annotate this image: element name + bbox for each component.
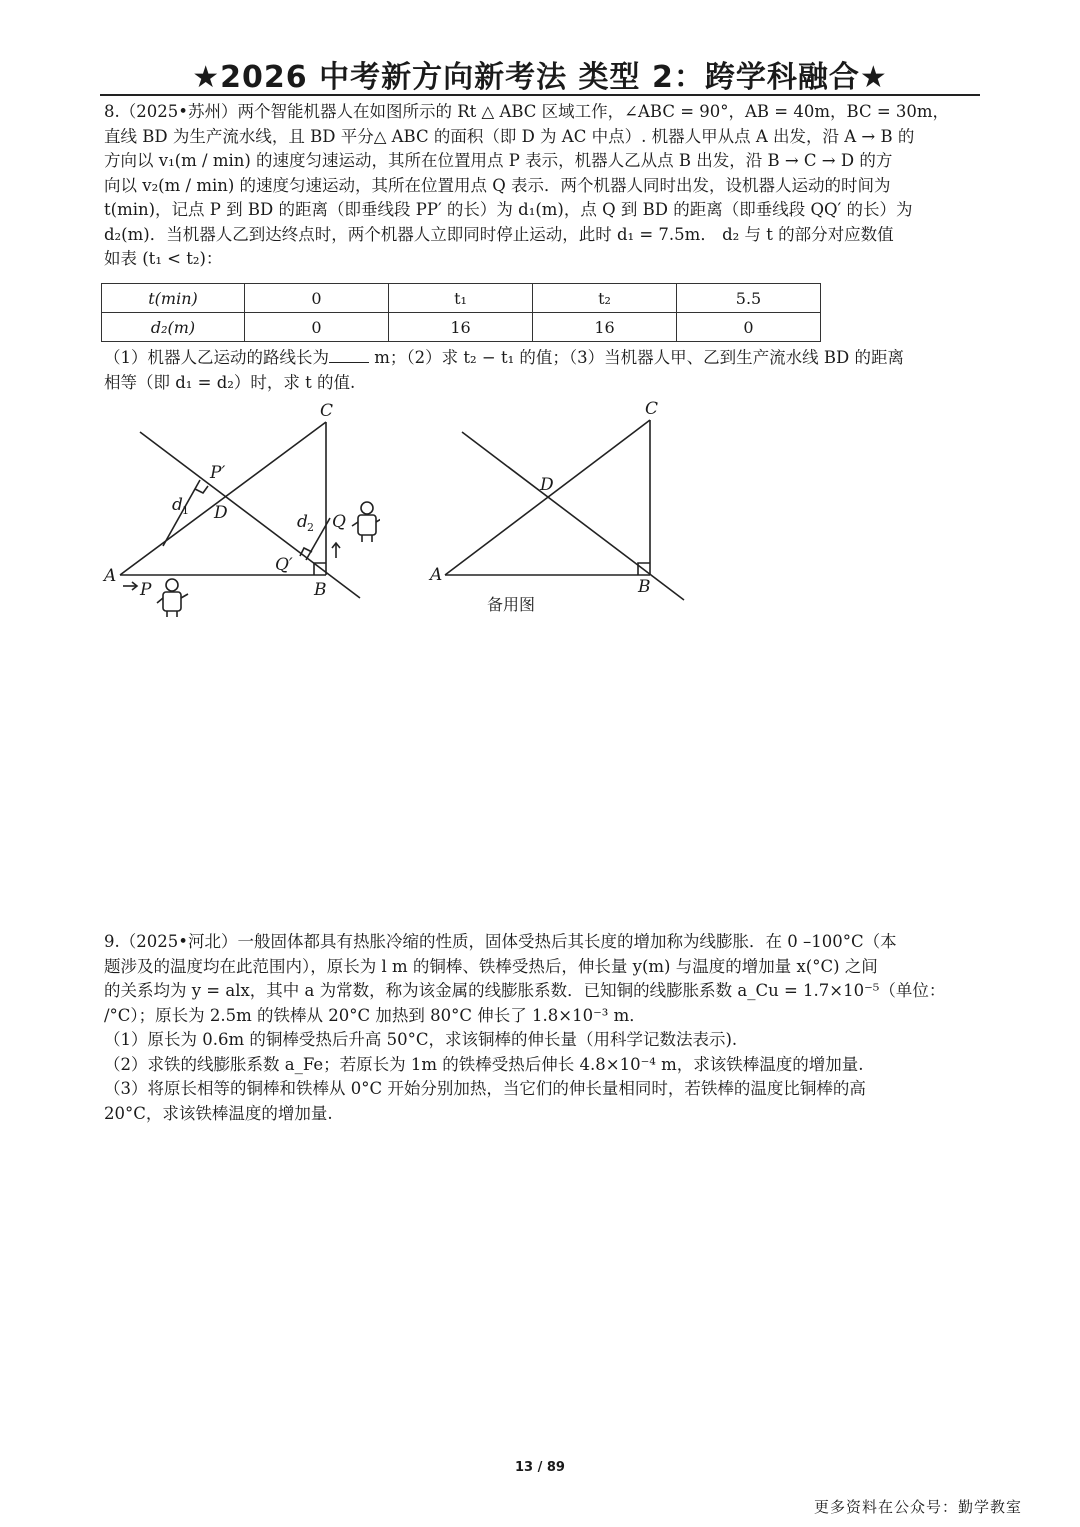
spare-figure-caption: 备用图 [487, 595, 536, 614]
q8-question-part: （1）机器人乙运动的路线长为 [104, 348, 329, 367]
question-8-text [104, 100, 980, 272]
q8-main-figure [100, 398, 380, 623]
table-row [102, 284, 821, 313]
q9-line: 题涉及的温度均在此范围内），原长为 l m 的铜棒、铁棒受热后，伸长量 y(m) 与温度的增加量 x(°C) 之间 [104, 956, 878, 976]
q8-spare-figure [425, 395, 695, 620]
q9-line: 20°C，求该铁棒温度的增加量. [104, 1103, 333, 1123]
table-cell: t₁ [389, 284, 533, 313]
table-cell: t₂ [533, 284, 677, 313]
table-cell: t(min) [102, 284, 245, 313]
q8-line: 8.（2025•苏州）两个智能机器人在如图所示的 Rt △ ABC 区域工作，∠ABC = 90°，AB = 40m，BC = 30m， [104, 102, 950, 121]
table-cell: 0 [677, 313, 821, 342]
label-c: C [645, 399, 659, 419]
page-number: 13 / 89 [515, 1460, 565, 1475]
table-row [102, 313, 821, 342]
q8-question-line [104, 346, 980, 371]
question-9-text [104, 930, 980, 1126]
q8-line: 直线 BD 为生产流水线，且 BD 平分△ ABC 的面积（即 D 为 AC 中点）. 机器人甲从点 A 出发，沿 A → B 的 [104, 126, 915, 146]
q9-line: 9.（2025•河北）一般固体都具有热胀冷缩的性质，固体受热后其长度的增加称为线膨胀．在 0 –100°C（本 [104, 932, 897, 951]
label-a: A [104, 566, 117, 586]
title-divider [100, 94, 980, 96]
robot-q-icon [352, 502, 380, 542]
table-cell: 0 [245, 284, 389, 313]
table-cell: d₂(m) [102, 313, 245, 342]
q8-value-table [101, 283, 821, 342]
robot-p-icon [157, 579, 188, 617]
q9-line: （3）将原长相等的铜棒和铁棒从 0°C 开始分别加热，当它们的伸长量相同时，若铁棒的温度比铜棒的高 [104, 1079, 866, 1098]
label-p: P [140, 580, 152, 600]
label-d: D [540, 475, 554, 495]
q8-line: 向以 v₂(m / min) 的速度匀速运动，其所在位置用点 Q 表示．两个机器人同时出发，设机器人运动的时间为 [104, 175, 891, 195]
footer-note: 更多资料在公众号：勤学教室 [813, 1498, 1022, 1516]
label-a: A [430, 565, 443, 585]
label-b: B [638, 577, 651, 597]
q9-line: /°C）；原长为 2.5m 的铁棒从 20°C 加热到 80°C 伸长了 1.8×10⁻³ m． [104, 1005, 646, 1025]
q8-line: t(min)，记点 P 到 BD 的距离（即垂线段 PP′ 的长）为 d₁(m)，点 Q 到 BD 的距离（即垂线段 QQ′ 的长）为 [104, 200, 913, 219]
q8-questions [104, 346, 980, 395]
label-d2: d [297, 512, 308, 532]
q9-line: （2）求铁的线膨胀系数 a_Fe；若原长为 1m 的铁棒受热后伸长 4.8×10⁻⁴ m，求该铁棒温度的增加量. [104, 1054, 864, 1074]
label-d: D [214, 503, 228, 523]
label-d1-sub: 1 [182, 504, 189, 517]
label-q: Q [332, 512, 346, 532]
label-c: C [320, 401, 334, 421]
q9-line: （1）原长为 0.6m 的铜棒受热后升高 50°C，求该铜棒的伸长量（用科学记数法表示). [104, 1030, 738, 1049]
label-b: B [314, 580, 327, 600]
label-d2-sub: 2 [307, 521, 314, 534]
page-title: ★2026 中考新方向新考法 类型 2：跨学科融合★ [192, 60, 888, 95]
table-cell: 16 [389, 313, 533, 342]
label-p-prime: P′ [210, 463, 226, 483]
table-cell: 16 [533, 313, 677, 342]
label-q-prime: Q′ [275, 555, 293, 575]
q8-line: d₂(m)．当机器人乙到达终点时，两个机器人立即同时停止运动，此时 d₁ = 7.5m． d₂ 与 t 的部分对应数值 [104, 224, 894, 244]
label-d1: d [172, 495, 183, 515]
segment-ac [120, 422, 326, 575]
table-cell: 5.5 [677, 284, 821, 313]
q8-line: 方向以 v₁(m / min) 的速度匀速运动，其所在位置用点 P 表示，机器人乙从点 B 出发，沿 B → C → D 的方 [104, 151, 893, 170]
q8-line: 如表 (t₁ < t₂)： [104, 249, 223, 268]
q8-question-part: m；（2）求 t₂ − t₁ 的值；（3）当机器人甲、乙到生产流水线 BD 的距离 [369, 348, 905, 367]
table-cell: 0 [245, 313, 389, 342]
answer-blank [329, 348, 369, 363]
q9-line: 的关系均为 y = alx，其中 a 为常数，称为该金属的线膨胀系数．已知铜的线膨胀系数 a_Cu = 1.7×10⁻⁵（单位： [104, 981, 946, 1000]
q8-question-line: 相等（即 d₁ = d₂）时，求 t 的值. [104, 372, 356, 392]
line-bd [140, 432, 360, 598]
